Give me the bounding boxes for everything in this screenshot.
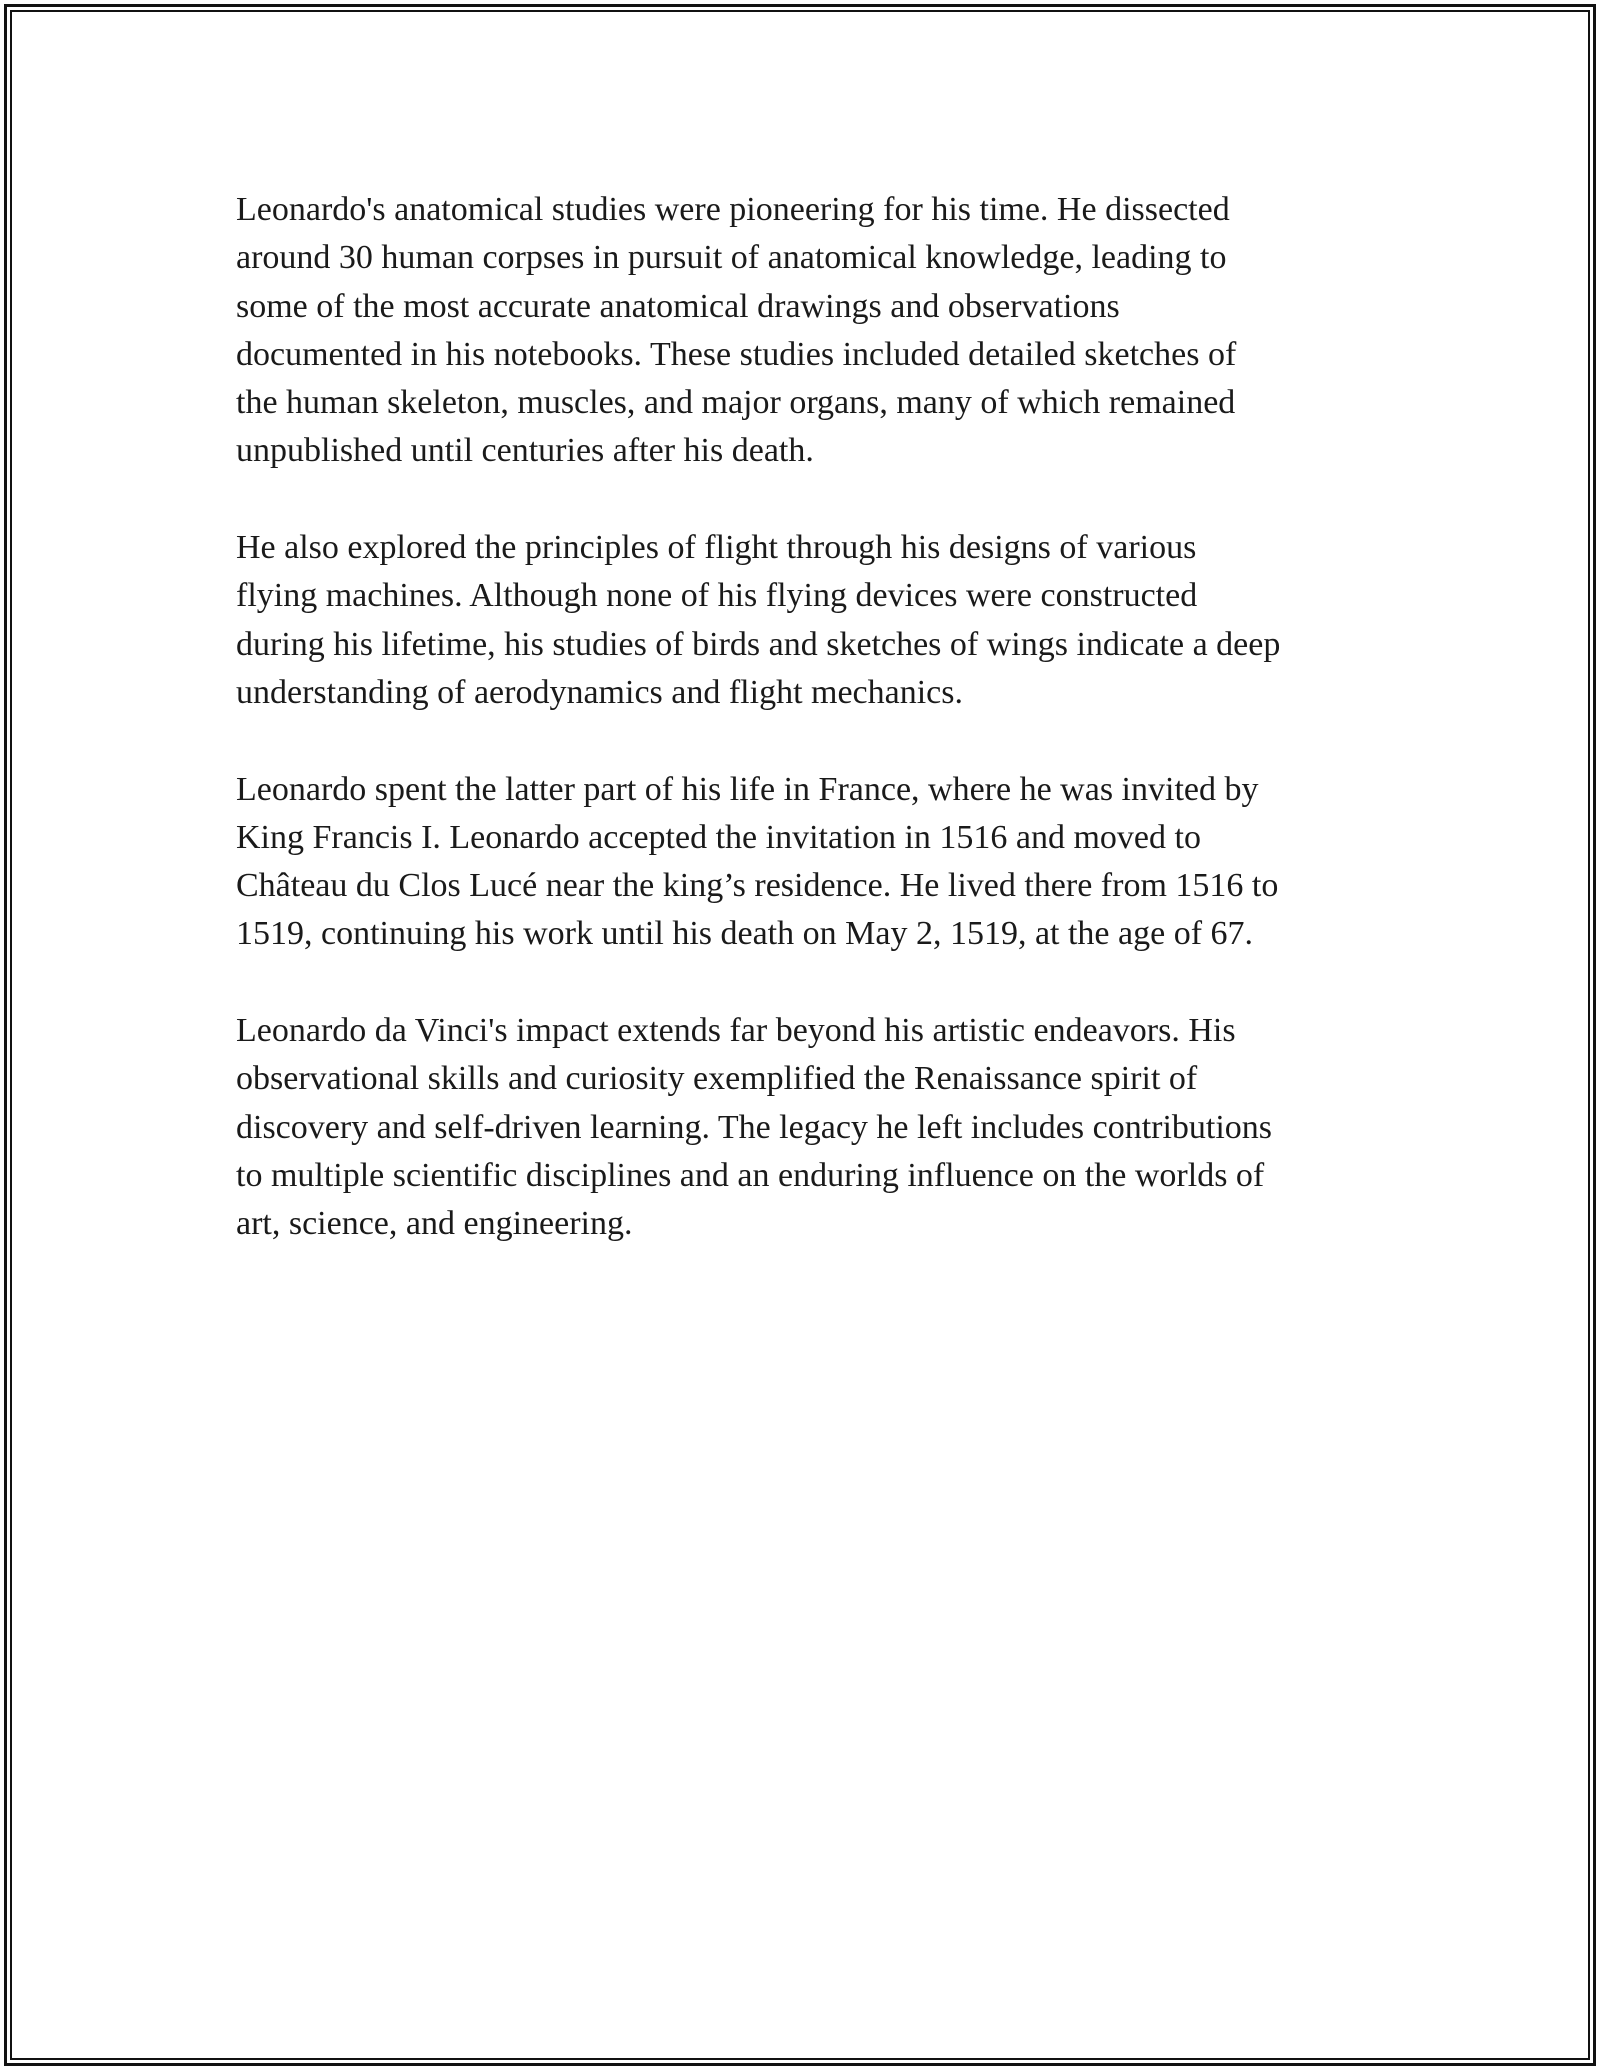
document-body: [236, 186, 1376, 1297]
paragraph-legacy: Leonardo da Vinci's impact extends far beyond his artistic endeavors. His observational skills and curiosity exemplified the Renaissance spirit of discovery and self-driven learning. The legacy he left includes contributions to multiple scientific disciplines and an enduring influence on the worlds of art, science, and engineering.: [236, 1012, 1273, 1243]
paragraph-life-in-france: Leonardo spent the latter part of his life in France, where he was invited by King Francis I. Leonardo accepted the invitation in 1516 and moved to Château du Clos Lucé near the king’s residence. He lived there from 1516 to 1519, continuing his work until his death on May 2, 1519, at the age of 67.: [236, 770, 1279, 953]
paragraph-anatomical-studies: Leonardo's anatomical studies were pioneering for his time. He dissected around 30 human corpses in pursuit of anatomical knowledge, leading to some of the most accurate anatomical drawings and observations documented in his notebooks. These studies included detailed sketches of the human skeleton, muscles, and major organs, many of which remained unpublished until centuries after his death.: [236, 191, 1237, 470]
paragraph-flight-studies: He also explored the principles of flight through his designs of various flying machines. Although none of his flying devices were constructed during his lifetime, his studies of birds and sketches of wings indicate a deep understanding of aerodynamics and flight mechanics.: [236, 529, 1281, 711]
